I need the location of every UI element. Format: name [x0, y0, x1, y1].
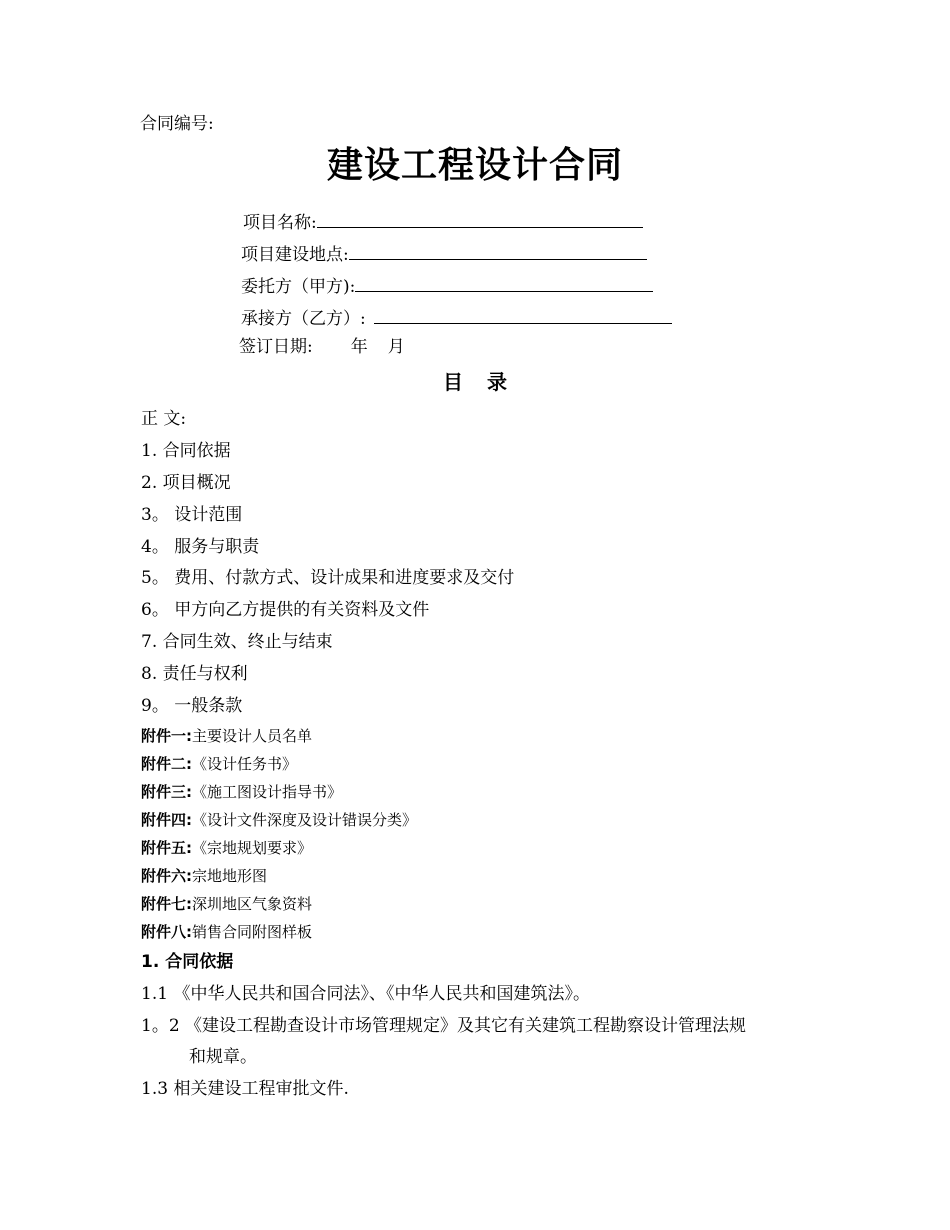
annex-item — [141, 785, 342, 800]
toc-body-label: 正 文: — [141, 409, 187, 429]
toc-item: 6。 甲方向乙方提供的有关资料及文件 — [141, 600, 430, 620]
document-title: 建设工程设计合同 — [326, 145, 623, 186]
sign-date-label: 签订日期: — [239, 337, 313, 357]
toc-item: 7. 合同生效、终止与结束 — [141, 632, 333, 652]
client-blank — [355, 275, 653, 292]
client-label: 委托方（甲方): — [241, 277, 356, 297]
annex-item — [141, 841, 312, 856]
annex-text: 《设计任务书》 — [192, 755, 298, 773]
annex-label: 附件二: — [141, 755, 192, 773]
annex-label: 附件四: — [141, 811, 192, 829]
project-location-blank — [349, 243, 647, 260]
annex-item — [141, 897, 312, 912]
toc-item: 1. 合同依据 — [141, 441, 231, 461]
toc-title — [0, 372, 950, 392]
toc-title-char1: 目 — [443, 370, 463, 394]
annex-text: 主要设计人员名单 — [192, 727, 313, 745]
project-name-blank — [317, 211, 643, 228]
annex-item — [141, 869, 267, 884]
annex-item — [141, 757, 297, 772]
annex-label: 附件八: — [141, 923, 192, 941]
annex-label: 附件三: — [141, 783, 192, 801]
toc-item: 2. 项目概况 — [141, 473, 231, 493]
month-label: 月 — [387, 337, 405, 357]
annex-label: 附件一: — [141, 727, 192, 745]
project-location-label: 项目建设地点: — [241, 245, 349, 265]
year-label: 年 — [350, 337, 368, 357]
annex-label: 附件七: — [141, 895, 192, 913]
annex-label: 附件五: — [141, 839, 192, 857]
clause-1-2-continued: 和规章。 — [189, 1047, 257, 1067]
toc-item: 8. 责任与权利 — [141, 664, 248, 684]
sign-date-field — [239, 339, 405, 356]
annex-item — [141, 925, 312, 940]
annex-text: 《设计文件深度及设计错误分类》 — [192, 811, 418, 829]
toc-title-char2: 录 — [487, 370, 507, 394]
project-name-field — [243, 211, 643, 232]
annex-text: 《宗地规划要求》 — [192, 839, 313, 857]
annex-item — [141, 729, 312, 744]
clause-1-3: 1.3 相关建设工程审批文件. — [141, 1079, 349, 1099]
annex-text: 深圳地区气象资料 — [192, 895, 313, 913]
annex-text: 宗地地形图 — [192, 867, 268, 885]
toc-item: 4。 服务与职责 — [141, 537, 260, 557]
annex-item — [141, 813, 417, 828]
project-name-label: 项目名称: — [243, 213, 317, 233]
toc-item: 5。 费用、付款方式、设计成果和进度要求及交付 — [141, 568, 515, 588]
contractor-label: 承接方（乙方）: — [241, 309, 366, 329]
contractor-blank — [374, 307, 672, 324]
toc-item: 3。 设计范围 — [141, 505, 243, 525]
annex-text: 销售合同附图样板 — [192, 923, 313, 941]
clause-1-1: 1.1 《中华人民共和国合同法》、《中华人民共和国建筑法》。 — [141, 984, 590, 1004]
toc-item: 9。 一般条款 — [141, 696, 243, 716]
contract-number-label: 合同编号: — [140, 114, 214, 134]
annex-text: 《施工图设计指导书》 — [192, 783, 343, 801]
annex-label: 附件六: — [141, 867, 192, 885]
contractor-field — [241, 307, 672, 328]
clause-1-2: 1。2 《建设工程勘查设计市场管理规定》及其它有关建筑工程勘察设计管理法规 — [141, 1016, 747, 1036]
section-heading: 1. 合同依据 — [141, 952, 234, 972]
client-field — [241, 275, 653, 296]
project-location-field — [241, 243, 647, 264]
